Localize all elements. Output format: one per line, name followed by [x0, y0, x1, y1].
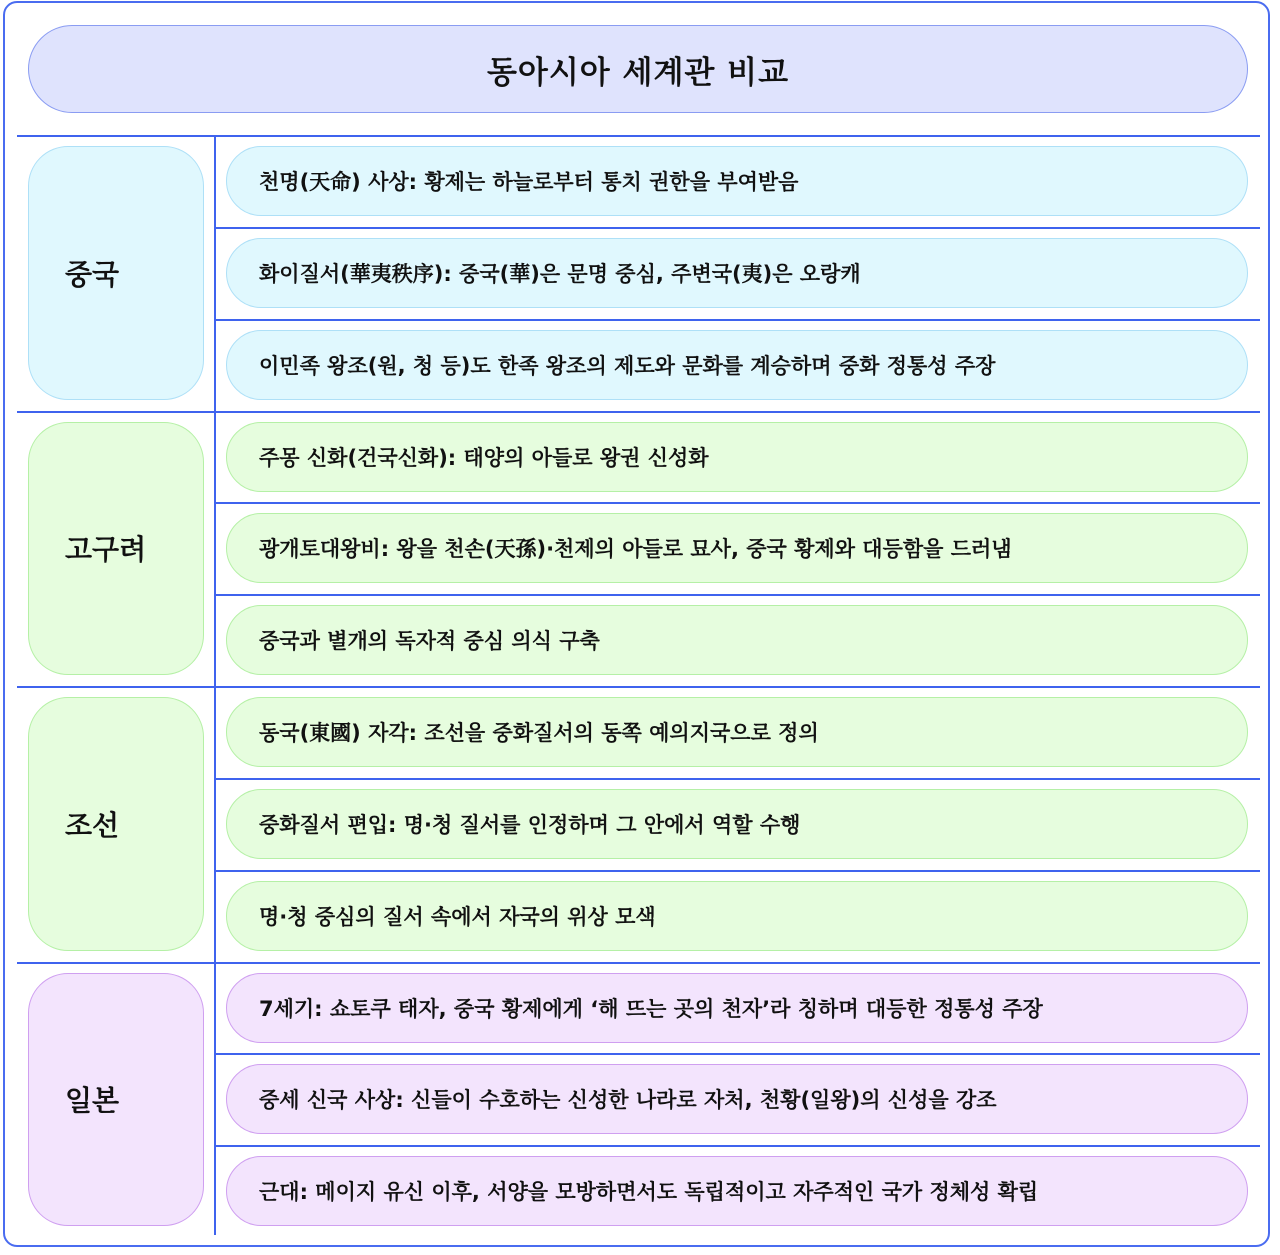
diagram-title: 동아시아 세계관 비교	[28, 25, 1248, 113]
item-card: 7세기: 쇼토쿠 태자, 중국 황제에게 ‘해 뜨는 곳의 천자’라 칭하며 대등한 정통성 주장	[226, 973, 1248, 1043]
row-divider	[215, 319, 1260, 321]
row-divider	[215, 594, 1260, 596]
item-card: 광개토대왕비: 왕을 천손(天孫)·천제의 아들로 묘사, 중국 황제와 대등함을 드러냄	[226, 513, 1248, 583]
item-card: 화이질서(華夷秩序): 중국(華)은 문명 중심, 주변국(夷)은 오랑캐	[226, 238, 1248, 308]
item-card: 명·청 중심의 질서 속에서 자국의 위상 모색	[226, 881, 1248, 951]
item-card: 중세 신국 사상: 신들이 수호하는 신성한 나라로 자처, 천황(일왕)의 신성을 강조	[226, 1064, 1248, 1134]
row-divider	[215, 227, 1260, 229]
item-card: 주몽 신화(건국신화): 태양의 아들로 왕권 신성화	[226, 422, 1248, 492]
group-divider	[17, 411, 1260, 413]
row-divider	[215, 502, 1260, 504]
group-label-1: 중국	[28, 146, 204, 400]
group-label-4: 일본	[28, 973, 204, 1227]
item-card: 이민족 왕조(원, 청 등)도 한족 왕조의 제도와 문화를 계승하며 중화 정통성 주장	[226, 330, 1248, 400]
row-divider	[215, 778, 1260, 780]
group-divider	[17, 686, 1260, 688]
item-card: 중화질서 편입: 명·청 질서를 인정하며 그 안에서 역할 수행	[226, 789, 1248, 859]
item-card: 천명(天命) 사상: 황제는 하늘로부터 통치 권한을 부여받음	[226, 146, 1248, 216]
group-divider	[17, 135, 1260, 137]
group-label-2: 고구려	[28, 422, 204, 676]
row-divider	[215, 1053, 1260, 1055]
item-card: 중국과 별개의 독자적 중심 의식 구축	[226, 605, 1248, 675]
group-label-3: 조선	[28, 697, 204, 951]
group-divider	[17, 962, 1260, 964]
row-divider	[215, 870, 1260, 872]
row-divider	[215, 1145, 1260, 1147]
item-card: 동국(東國) 자각: 조선을 중화질서의 동쪽 예의지국으로 정의	[226, 697, 1248, 767]
item-card: 근대: 메이지 유신 이후, 서양을 모방하면서도 독립적이고 자주적인 국가 정체성 확립	[226, 1156, 1248, 1226]
column-divider	[214, 135, 216, 1235]
